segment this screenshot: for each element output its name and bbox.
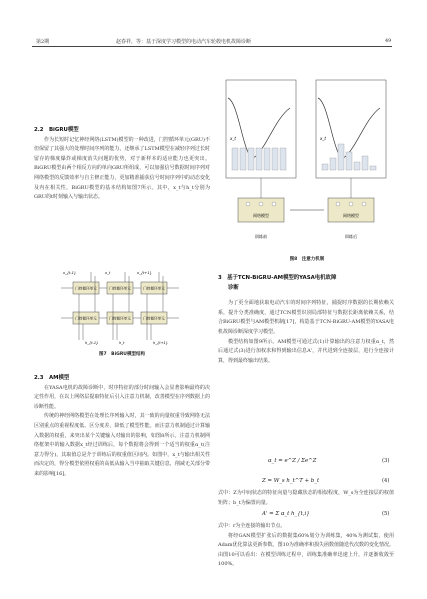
running-title: 赵春祥，等：基于深度学习模型的电动汽车轮毂电机故障诊断: [116, 39, 252, 45]
fig8-xt-after: x_t: [320, 136, 326, 141]
fig7-x-prev: x_{t-1}: [63, 271, 77, 275]
equation-5: A' = Σ α_t h_{t,i}: [262, 511, 310, 517]
figure-7-caption: 图7 BiGRU模型结构: [99, 352, 145, 357]
paragraph-am-intro: 在YASA电机的故障诊断中，时序特征的部分时间输入会显著影响最终的决定性作用，在以上网络层提取特征后引入注意力机制，改善模型在序列数据上的诊断性能。: [34, 384, 210, 410]
gru-label-b1: 门控循环单元: [75, 316, 97, 321]
gru-label-b3: 门控循环单元: [143, 316, 165, 321]
left-column: [34, 126, 210, 203]
section-2-2-heading: 2.2 BiGRU模型: [34, 127, 79, 133]
equation-3-number: (3): [382, 458, 390, 464]
fig7-x-cur: x_t: [105, 271, 111, 275]
figure-7-bigru-structure: [55, 270, 185, 345]
fig8-net-label-before: 网络模型: [253, 213, 269, 218]
fig8-xt-before: x_t: [230, 136, 236, 141]
paragraph-am-detail: 传统的神经网络模型在处理长序列输入时，其一致的向量权重导致网络无法区别重点的重视程度低、区分度差，降低了模型性能。而注意力机制通过计算输入数据的权重，来突出某个关键输入对输出的影响，如图8所示。注意力机制网络框架中的输入数据x_t经过训练后，每个数据将会得到一个适当的权重α_t(注意力得分)，其取值总是介于训练后的权重值区间内。如图中，x_t与输出相关性而决定的，得分模型依照权重的高低从输入当中抽取关键信息，削减无关部分带来的影响[16]。: [34, 413, 210, 477]
fig7-h-next: h_{t+1}: [153, 341, 168, 345]
fig7-h-prev: h_{t-1}: [85, 341, 99, 345]
page-number: 49: [385, 38, 392, 44]
right-column-after-eq4: [218, 489, 394, 508]
fig8-net-box-after: [328, 198, 374, 222]
figure-8-attention-mechanism: [220, 78, 396, 256]
equation-4: Z = W_s h_t^T + b_t: [262, 478, 320, 484]
paragraph-model-structure: 模型结构如图9所示。AM模型可通过式(1)计算输出的注意力权重α_t，然后通过式(3)进行加权求和得到输出信息A'，并代进到全连接层，进行全连接计算，得到最终输出结果。: [218, 338, 394, 364]
fig7-h-cur: h_t: [119, 341, 125, 345]
fig8-net-box-before: [238, 198, 284, 222]
paragraph-bigru: 作为长短时记忆神经网络(LSTM)模型的一种改进，门控循环单元(GRU)不但保留了其强大的处理时间序列的能力，还继承了LSTM模型在减轻序列过长时留存的梯度爆炸或梯度消失问题的优势，对于新样本的适应能力也更突出。BiGRU模型由两个相反方向的单向GRU所组成，可以加强信号数据时间序列对网络模型的反馈效率与自主修正能力，更加精准捕获信号时间序列中的动态变化及内在相关性，BiGRU模型的基本结构如图7所示。其中，x_t与h_t分别为GRU的t时刻输入与输出状态。: [34, 136, 210, 201]
section-3-heading-line1: 3 基于TCN-BiGRU-AM模型的YASA电机故障: [218, 275, 337, 281]
figure-8-caption: 图8 注意力机制: [289, 257, 325, 262]
fig8-label-before: 训练前: [254, 234, 268, 239]
header-rule: [32, 46, 392, 47]
fig7-x-next: x_{t+1}: [137, 271, 152, 275]
gru-label-f3: 门控循环单元: [143, 286, 165, 291]
section-3-heading-line2: 诊断: [228, 284, 239, 291]
equation-3: α_t = e^Z / Σe^Z: [268, 458, 317, 464]
left-column-lower: [34, 374, 210, 480]
equation-4-number: (4): [382, 478, 390, 484]
right-column: [218, 272, 394, 366]
gru-label-f1: 门控循环单元: [75, 286, 97, 291]
right-column-bottom: [218, 522, 394, 570]
fig8-net-label-after: 网络模型: [343, 213, 359, 218]
paragraph-training: 将经GAN模型扩张后的数据集60%划分为训练集，40%为测试集，使用Adam优化算法更新参数。图10为准确率和损失函数值随迭代次数的变化情况。由图10可以看出：在模型训练过程中，训练集准确率迅速上升，并逐渐收敛至100%。: [218, 532, 394, 568]
paragraph-model-intro: 为了更全面地获取电动汽车的时间序列特征，捕捉时序数据的长期依赖关系，提升分类准确度，通过TCN模型识别局部特征与数据长距离依赖关系，结合BiGRU模型与AM模型机制[17]，构造基于TCN-BiGRU-AM模型的YASA电机故障诊断深度学习模型。: [218, 300, 394, 335]
section-2-3-heading: 2.3 AM模型: [34, 375, 70, 381]
gru-label-b2: 门控循环单元: [109, 316, 131, 321]
equation-5-number: (5): [382, 511, 390, 517]
gru-label-f2: 门控循环单元: [109, 286, 131, 291]
fig8-label-after: 训练后: [344, 234, 358, 239]
paragraph-eq4-explanation: 式中：Z为中间状态的特征向量与隐藏状态的相似程度，W_s为全连接层的权值矩阵；b_t为偏置向量。: [218, 490, 394, 506]
issue-label: 第2期: [36, 39, 50, 45]
paragraph-eq5-explanation: 式中：r为全连接的输出节点。: [218, 523, 286, 529]
